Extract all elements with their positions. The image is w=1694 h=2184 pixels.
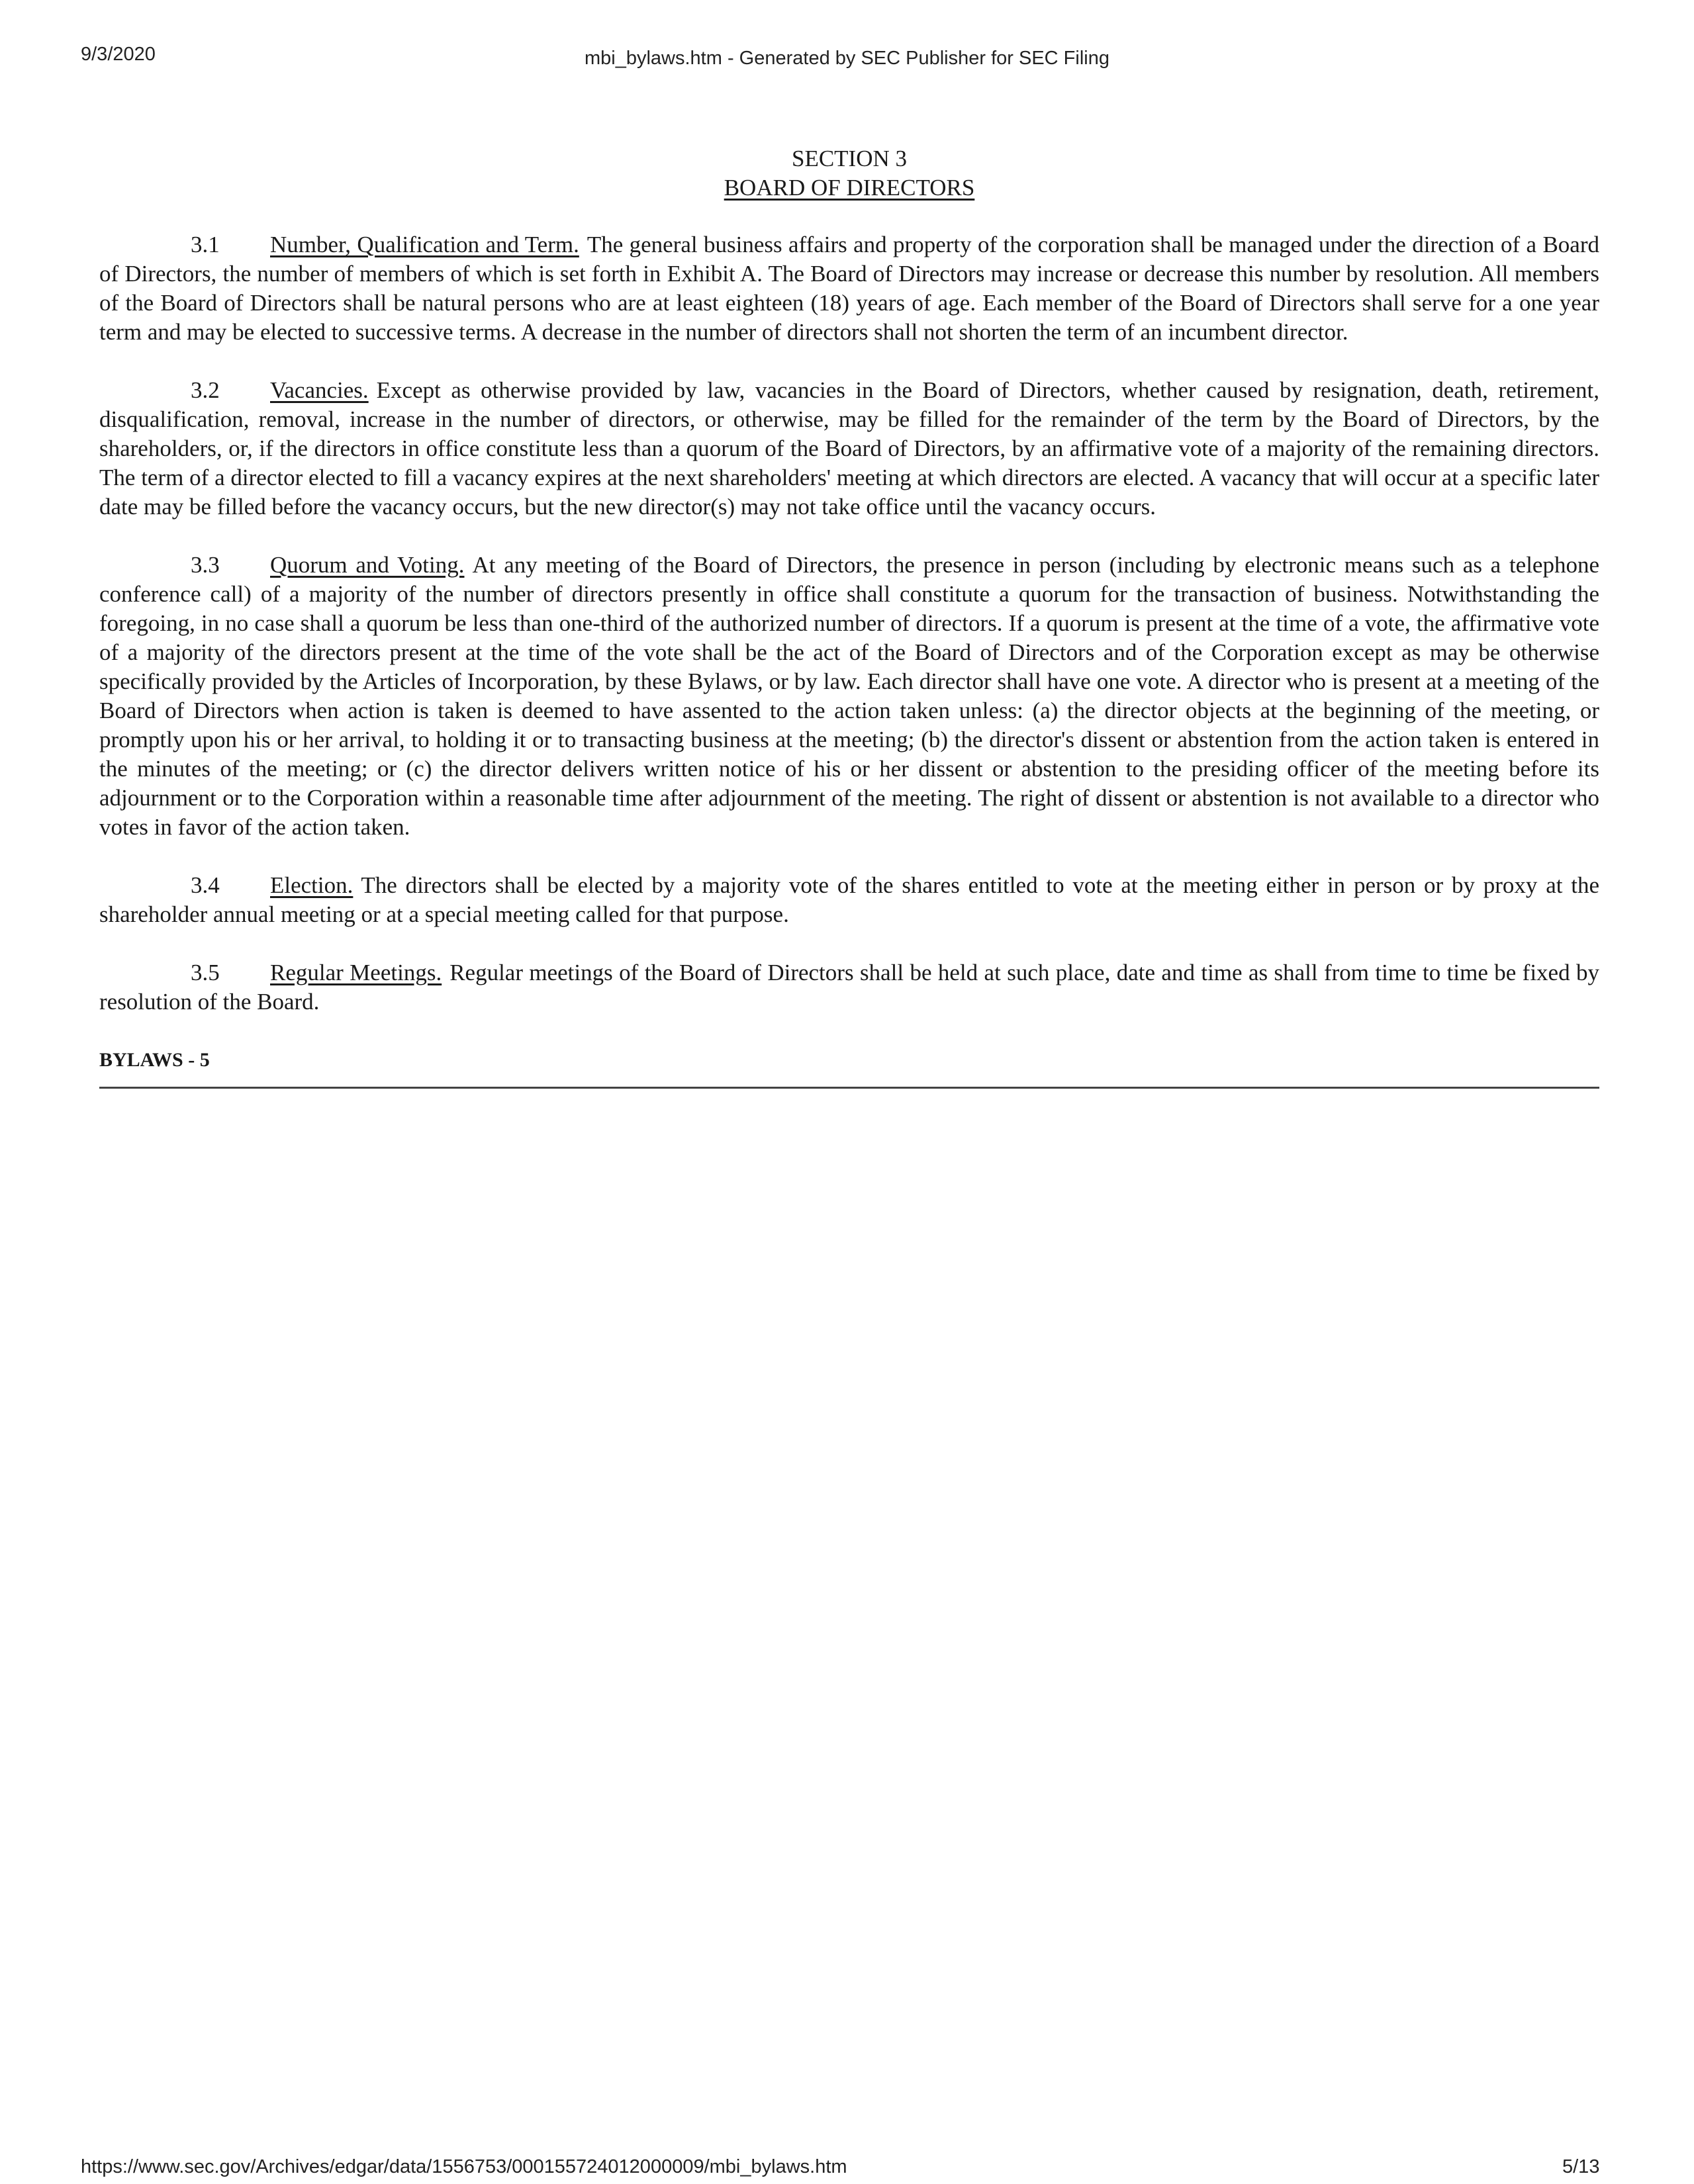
paragraph-text: The general business affairs and property of the corporation shall be managed under the direction of a Board of Directors, the number of members of which is set forth in Exhibit A. The Board of Directors may increase or decrease this number by resolution. All members of the Board of Directors shall be natural persons who are at least eighteen (18) years of age. Each member of the Board of Directors shall serve for a one year term and may be elected to successive terms. A decrease in the number of directors shall not shorten the term of an incumbent director. [99, 232, 1599, 345]
paragraph-3-5 [99, 958, 1599, 1017]
paragraph-text: Regular meetings of the Board of Directors shall be held at such place, date and time as shall from time to time be fixed by resolution of the Board. [99, 960, 1599, 1015]
paragraph-heading: Regular Meetings. [270, 960, 442, 985]
page-footer-label: BYLAWS - 5 [99, 1049, 210, 1071]
document-body [99, 144, 1599, 1089]
paragraph-3-4 [99, 871, 1599, 929]
paragraph-3-3 [99, 551, 1599, 842]
paragraph-heading: Vacancies. [270, 377, 369, 403]
paragraph-3-1 [99, 230, 1599, 347]
paragraph-text: Except as otherwise provided by law, vacancies in the Board of Directors, whether caused by resignation, death, retirement, disqualification, removal, increase in the number of directors, or otherwise, may be filled for the remainder of the term by the Board of Directors, by the shareholders, or, if the directors in office constitute less than a quorum of the Board of Directors, by an affirmative vote of a majority of the remaining directors. The term of a director elected to fill a vacancy expires at the next shareholders' meeting at which directors are elected. A vacancy that will occur at a specific later date may be filled before the vacancy occurs, but the new director(s) may not take office until the vacancy occurs. [99, 377, 1599, 520]
print-page-number: 5/13 [1562, 2156, 1600, 2177]
section-title: BOARD OF DIRECTORS [724, 175, 975, 201]
paragraph-number: 3.1 [191, 232, 220, 257]
paragraph-number: 3.3 [191, 552, 220, 578]
paragraph-heading: Number, Qualification and Term. [270, 232, 579, 257]
section-heading [99, 144, 1599, 203]
paragraph-text: At any meeting of the Board of Directors, the presence in person (including by electronic means such as a telephone conference call) of a majority of the number of directors presently in office shall constitute a quorum for the transaction of business. Notwithstanding the foregoing, in no case shall a quorum be less than one-third of the authorized number of directors. If a quorum is present at the time of a vote, the affirmative vote of a majority of the directors present at the time of the vote shall be the act of the Board of Directors and of the Corporation except as may be otherwise specifically provided by the Articles of Incorporation, by these Bylaws, or by law. Each director shall have one vote. A director who is present at a meeting of the Board of Directors when action is taken is deemed to have assented to the action taken unless: (a) the director objects at the beginning of the meeting, or promptly upon his or her arrival, to holding it or to transacting business at the meeting; (b) the director's dissent or abstention from the action taken is entered in the minutes of the meeting; or (c) the director delivers written notice of his or her dissent or abstention to the presiding officer of the meeting before its adjournment or to the Corporation within a reasonable time after adjournment of the meeting. The right of dissent or abstention is not available to a director who votes in favor of the action taken. [99, 552, 1599, 840]
print-header [0, 44, 1694, 70]
print-url: https://www.sec.gov/Archives/edgar/data/1556753/000155724012000009/mbi_bylaws.htm [81, 2156, 847, 2177]
paragraph-heading: Quorum and Voting. [270, 552, 465, 578]
paragraph-number: 3.4 [191, 872, 220, 898]
paragraph-number: 3.2 [191, 377, 220, 403]
paragraph-heading: Election. [270, 872, 353, 898]
print-footer [0, 2156, 1694, 2183]
print-title: mbi_bylaws.htm - Generated by SEC Publisher for SEC Filing [585, 48, 1109, 69]
paragraph-3-2 [99, 376, 1599, 522]
print-date: 9/3/2020 [81, 44, 156, 65]
footer-divider [99, 1087, 1599, 1089]
paragraph-number: 3.5 [191, 960, 220, 985]
section-number: SECTION 3 [791, 146, 908, 171]
paragraph-text: The directors shall be elected by a majority vote of the shares entitled to vote at the meeting either in person or by proxy at the shareholder annual meeting or at a special meeting called for that purpose. [99, 872, 1599, 927]
